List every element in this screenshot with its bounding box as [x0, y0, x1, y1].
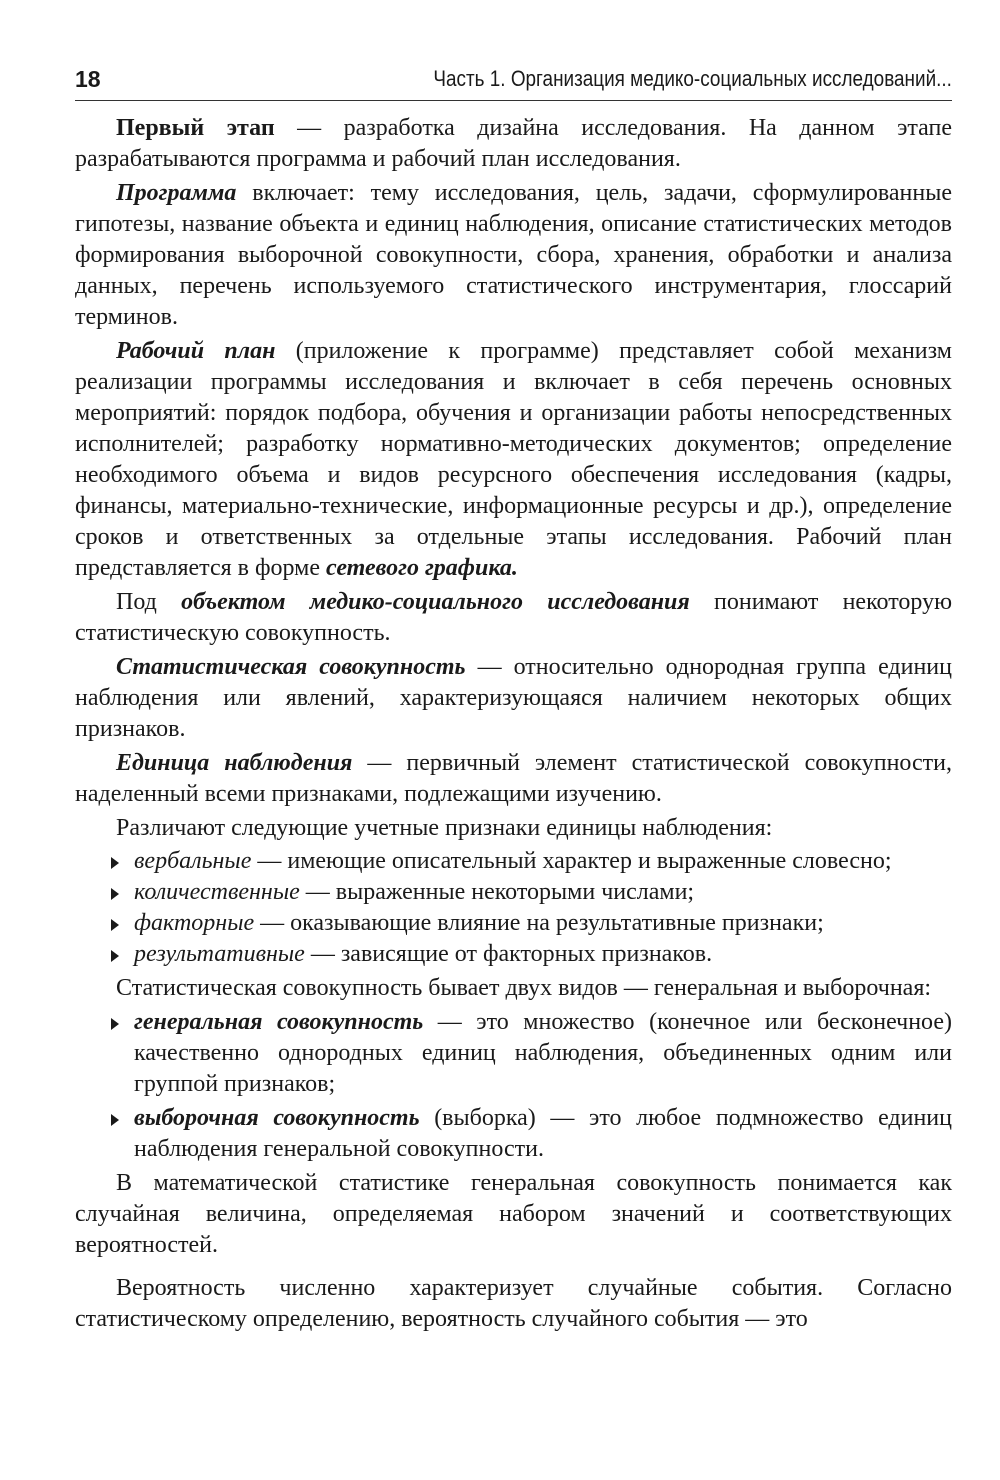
list-item — [75, 908, 952, 939]
page-body — [75, 113, 952, 1338]
list-item-text: — оказывающие влияние на результативные признаки; — [254, 910, 824, 936]
term-work-plan: Рабочий план — [116, 338, 276, 364]
list-item — [75, 846, 952, 877]
paragraph-text: (приложение к программе) представляет собой механизм реализации программы исследования и включает в себя перечень основных мероприятий: порядок подбора, обучения и организации работы непосредственных исполнителей; разработку нормативно-методических документов; определение необходимого объема и видов ресурсного обеспечения исследования (кадры, финансы, материально-технические, информационные ресурсы и др.), определение сроков и ответственных за отдельные этапы исследования. Рабочий план представляется в форме — [75, 338, 952, 581]
paragraph-text: понимают некоторую статистическую совокупность. — [75, 589, 952, 646]
paragraph-statistical-population — [75, 652, 952, 745]
paragraph-population-types: Статистическая совокупность бывает двух видов — генеральная и выборочная: — [116, 975, 932, 1001]
triangle-bullet-icon — [111, 857, 119, 869]
paragraph-work-plan — [75, 336, 952, 584]
triangle-bullet-icon — [111, 919, 119, 931]
list-item — [75, 939, 952, 970]
triangle-bullet-icon — [111, 950, 119, 962]
list-item-term: результативные — [134, 941, 305, 967]
paragraph-text: — первичный элемент статистической совокупности, наделенный всеми признаками, подлежащими изучению. — [75, 750, 952, 807]
paragraph-attributes-intro: Различают следующие учетные признаки единицы наблюдения: — [116, 815, 773, 841]
paragraph-observation-unit — [75, 748, 952, 810]
paragraph-probability: Вероятность численно характеризует случайные события. Согласно статистическому определению, вероятность случайного события — это — [75, 1275, 952, 1332]
triangle-bullet-icon — [111, 888, 119, 900]
paragraph-program — [75, 178, 952, 333]
paragraph-math-statistics: В математической статистике генеральная совокупность понимается как случайная величина, определяемая набором значений и соответствующих вероятностей. — [75, 1170, 952, 1258]
list-item-term: выборочная совокупность — [134, 1105, 420, 1131]
list-item-term: вербальные — [134, 848, 252, 874]
list-item-text: — имеющие описательный характер и выраженные словесно; — [251, 848, 892, 874]
attributes-list — [75, 846, 952, 970]
page-number: 18 — [75, 66, 101, 92]
page-header — [75, 66, 952, 102]
paragraph-text: Под — [116, 589, 182, 615]
term-first-stage: Первый этап — [116, 115, 275, 141]
term-statistical-population: Статистическая совокупность — [116, 654, 466, 680]
list-item-text: — зависящие от факторных признаков. — [304, 941, 713, 967]
list-item — [75, 877, 952, 908]
list-item-term: генеральная совокупность — [134, 1009, 424, 1035]
list-item — [75, 1103, 952, 1165]
term-observation-unit: Единица наблюдения — [116, 750, 353, 776]
list-item — [75, 1007, 952, 1100]
term-network-schedule: сетевого графика. — [326, 555, 518, 581]
paragraph-text: — относительно однородная группа единиц наблюдения или явлений, характеризующаяся наличием некоторых общих признаков. — [75, 654, 952, 742]
triangle-bullet-icon — [111, 1114, 119, 1126]
term-program: Программа — [116, 180, 237, 206]
paragraph-text: включает: тему исследования, цель, задачи, сформулированные гипотезы, название объекта и единиц наблюдения, описание статистических методов формирования выборочной совокупности, сбора, хранения, обработки и анализа данных, перечень используемого статистического инструментария, глоссарий терминов. — [75, 180, 952, 330]
list-item-text: (выборка) — это любое подмножество единиц наблюдения генеральной совокупности. — [134, 1105, 952, 1162]
list-item-text: — выраженные некоторыми числами; — [299, 879, 695, 905]
list-item-term: количественные — [134, 879, 300, 905]
triangle-bullet-icon — [111, 1018, 119, 1030]
paragraph-first-stage — [75, 113, 952, 175]
list-item-term: факторные — [134, 910, 255, 936]
list-item-text: — это множество (конечное или бесконечное) качественно однородных единиц наблюдения, объединенных одним или группой признаков; — [134, 1009, 952, 1097]
header-rule — [75, 100, 952, 101]
running-title: Часть 1. Организация медико-социальных исследований... — [433, 66, 952, 91]
paragraph-text: — разработка дизайна исследования. На данном этапе разрабатываются программа и рабочий план исследования. — [75, 115, 952, 172]
paragraph-research-object — [75, 587, 952, 649]
term-research-object: объектом медико-социального исследования — [181, 589, 690, 615]
population-types-list — [75, 1007, 952, 1165]
